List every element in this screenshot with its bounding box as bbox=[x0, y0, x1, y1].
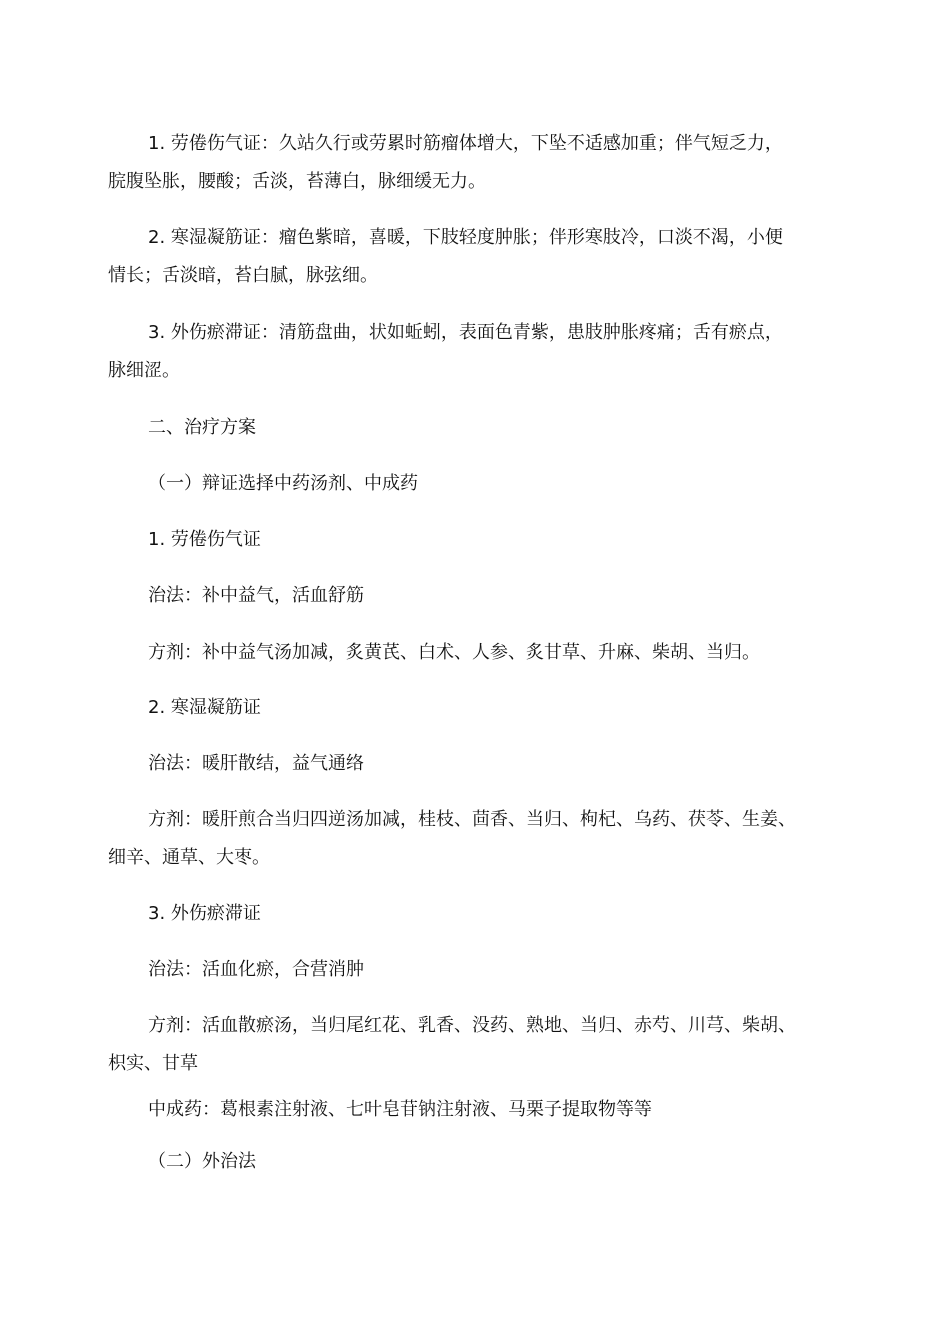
text-line: 情长；舌淡暗，苔白腻，脉弦细。 bbox=[108, 265, 378, 286]
treatment-2-formula bbox=[108, 801, 838, 877]
paragraph-syndrome-2 bbox=[108, 219, 838, 295]
text-line: 1. 劳倦伤气证：久站久行或劳累时筋瘤体增大，下坠不适感加重；伴气短乏力， bbox=[148, 133, 783, 154]
treatment-3-method bbox=[108, 951, 838, 989]
text-line: 方剂：活血散瘀汤，当归尾红花、乳香、没药、熟地、当归、赤芍、川芎、柴胡、 bbox=[148, 1015, 796, 1036]
section-heading-treatment bbox=[108, 409, 838, 447]
text-line: 1. 劳倦伤气证 bbox=[148, 529, 261, 550]
text-line: 脉细涩。 bbox=[108, 360, 180, 381]
treatment-1-title bbox=[108, 521, 838, 559]
text-line: 枳实、甘草 bbox=[108, 1053, 198, 1074]
text-line: 治法：补中益气，活血舒筋 bbox=[148, 585, 364, 606]
treatment-2-method bbox=[108, 745, 838, 783]
treatment-2-title bbox=[108, 689, 838, 727]
treatment-3-title bbox=[108, 895, 838, 933]
text-line: 3. 外伤瘀滞证：清筋盘曲，状如蚯蚓，表面色青紫，患肢肿胀疼痛；舌有瘀点， bbox=[148, 322, 783, 343]
text-line: 治法：活血化瘀，合营消肿 bbox=[148, 959, 364, 980]
subsection-heading-external bbox=[108, 1143, 838, 1181]
text-line: （一）辩证选择中药汤剂、中成药 bbox=[148, 473, 418, 494]
patent-medicine bbox=[108, 1091, 838, 1129]
text-line: 2. 寒湿凝筋证 bbox=[148, 697, 261, 718]
text-line: 中成药：葛根素注射液、七叶皂苷钠注射液、马栗子提取物等等 bbox=[148, 1099, 652, 1120]
subsection-heading-herbal bbox=[108, 465, 838, 503]
treatment-1-method bbox=[108, 577, 838, 615]
text-line: 方剂：补中益气汤加减，炙黄芪、白术、人参、炙甘草、升麻、柴胡、当归。 bbox=[148, 642, 760, 663]
text-line: 治法：暖肝散结，益气通络 bbox=[148, 753, 364, 774]
paragraph-syndrome-1 bbox=[108, 125, 838, 201]
text-line: 二、治疗方案 bbox=[148, 417, 256, 438]
text-line: 方剂：暖肝煎合当归四逆汤加减，桂枝、茴香、当归、枸杞、乌药、茯苓、生姜、 bbox=[148, 809, 796, 830]
text-line: 脘腹坠胀，腰酸；舌淡，苔薄白，脉细缓无力。 bbox=[108, 171, 486, 192]
text-line: 细辛、通草、大枣。 bbox=[108, 847, 270, 868]
paragraph-syndrome-3 bbox=[108, 314, 838, 390]
treatment-3-formula bbox=[108, 1007, 838, 1083]
treatment-1-formula bbox=[108, 634, 838, 672]
text-line: （二）外治法 bbox=[148, 1151, 256, 1172]
text-line: 3. 外伤瘀滞证 bbox=[148, 903, 261, 924]
text-line: 2. 寒湿凝筋证：瘤色紫暗，喜暖，下肢轻度肿胀；伴形寒肢冷，口淡不渴，小便 bbox=[148, 227, 783, 248]
